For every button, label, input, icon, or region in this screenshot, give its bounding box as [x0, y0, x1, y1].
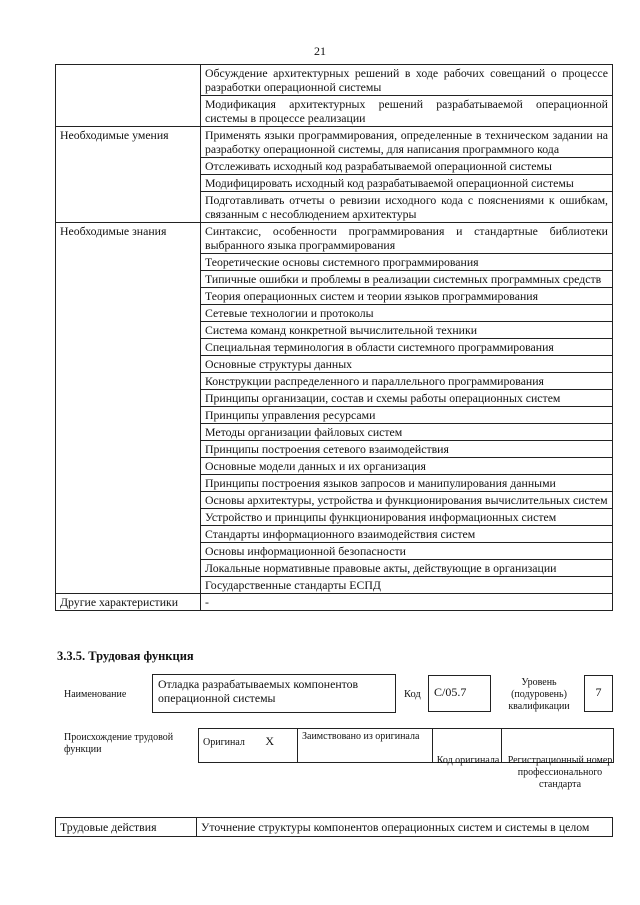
row-item: Основные модели данных и их организация — [201, 458, 613, 475]
actions-text: Уточнение структуры компонентов операционных систем и системы в целом — [197, 818, 613, 837]
requirements-table — [55, 64, 613, 611]
row-item: Государственные стандарты ЕСПД — [201, 577, 613, 594]
row-item: - — [201, 594, 613, 611]
original-label: Оригинал — [203, 737, 245, 748]
row-item: Принципы управления ресурсами — [201, 407, 613, 424]
row-item: Теоретические основы системного программирования — [201, 254, 613, 271]
row-item: Стандарты информационного взаимодействия систем — [201, 526, 613, 543]
table-row — [56, 223, 613, 254]
code-value: C/05.7 — [428, 675, 491, 712]
code-original-label: Код оригинала — [436, 755, 500, 766]
row-item: Принципы организации, состав и схемы работы операционных систем — [201, 390, 613, 407]
row-item: Модификация архитектурных решений разрабатываемой операционной системы в процессе реализации — [201, 96, 613, 127]
row-label: Необходимые знания — [56, 223, 201, 594]
row-item: Сетевые технологии и протоколы — [201, 305, 613, 322]
row-item: Синтаксис, особенности программирования и стандартные библиотеки выбранного языка программирования — [201, 223, 613, 254]
row-label: Необходимые умения — [56, 127, 201, 223]
name-value: Отладка разрабатываемых компонентов операционной системы — [152, 674, 396, 713]
reg-number-label: Регистрационный номер профессионального стандарта — [507, 755, 613, 790]
row-label — [56, 65, 201, 127]
actions-label: Трудовые действия — [56, 818, 197, 837]
table-row — [56, 127, 613, 158]
row-item: Типичные ошибки и проблемы в реализации системных программных средств — [201, 271, 613, 288]
origin-label: Происхождение трудовой функции — [64, 732, 174, 755]
row-item: Основные структуры данных — [201, 356, 613, 373]
row-item: Методы организации файловых систем — [201, 424, 613, 441]
row-item: Модифицировать исходный код разрабатываемой операционной системы — [201, 175, 613, 192]
row-label: Другие характеристики — [56, 594, 201, 611]
row-item: Принципы построения сетевого взаимодействия — [201, 441, 613, 458]
row-item: Принципы построения языков запросов и манипулирования данными — [201, 475, 613, 492]
work-actions-table — [55, 817, 613, 837]
level-value: 7 — [584, 675, 613, 712]
row-item: Подготавливать отчеты о ревизии исходного кода с пояснениями к ошибкам, связанным с несоблюдением архитектуры — [201, 192, 613, 223]
original-mark: X — [265, 734, 275, 748]
row-item: Устройство и принципы функционирования информационных систем — [201, 509, 613, 526]
code-label: Код — [404, 689, 421, 700]
row-item: Основы архитектуры, устройства и функционирования вычислительных систем — [201, 492, 613, 509]
section-heading: 3.3.5. Трудовая функция — [57, 649, 194, 663]
row-item: Теория операционных систем и теории языков программирования — [201, 288, 613, 305]
row-item: Основы информационной безопасности — [201, 543, 613, 560]
row-item: Локальные нормативные правовые акты, действующие в организации — [201, 560, 613, 577]
level-label: Уровень (подуровень) квалификации — [508, 677, 570, 712]
row-item: Конструкции распределенного и параллельного программирования — [201, 373, 613, 390]
row-item: Применять языки программирования, определенные в техническом задании на разработку операционной системы, для написания программного кода — [201, 127, 613, 158]
row-item: Система команд конкретной вычислительной техники — [201, 322, 613, 339]
borrowed-label: Заимствовано из оригинала — [298, 729, 433, 763]
page-number: 21 — [314, 44, 326, 58]
row-item: Отслеживать исходный код разрабатываемой операционной системы — [201, 158, 613, 175]
row-item: Специальная терминология в области системного программирования — [201, 339, 613, 356]
name-label: Наименование — [64, 689, 127, 700]
table-row — [56, 65, 613, 96]
row-item: Обсуждение архитектурных решений в ходе рабочих совещаний о процессе разработки операционной системы — [201, 65, 613, 96]
table-row — [56, 594, 613, 611]
